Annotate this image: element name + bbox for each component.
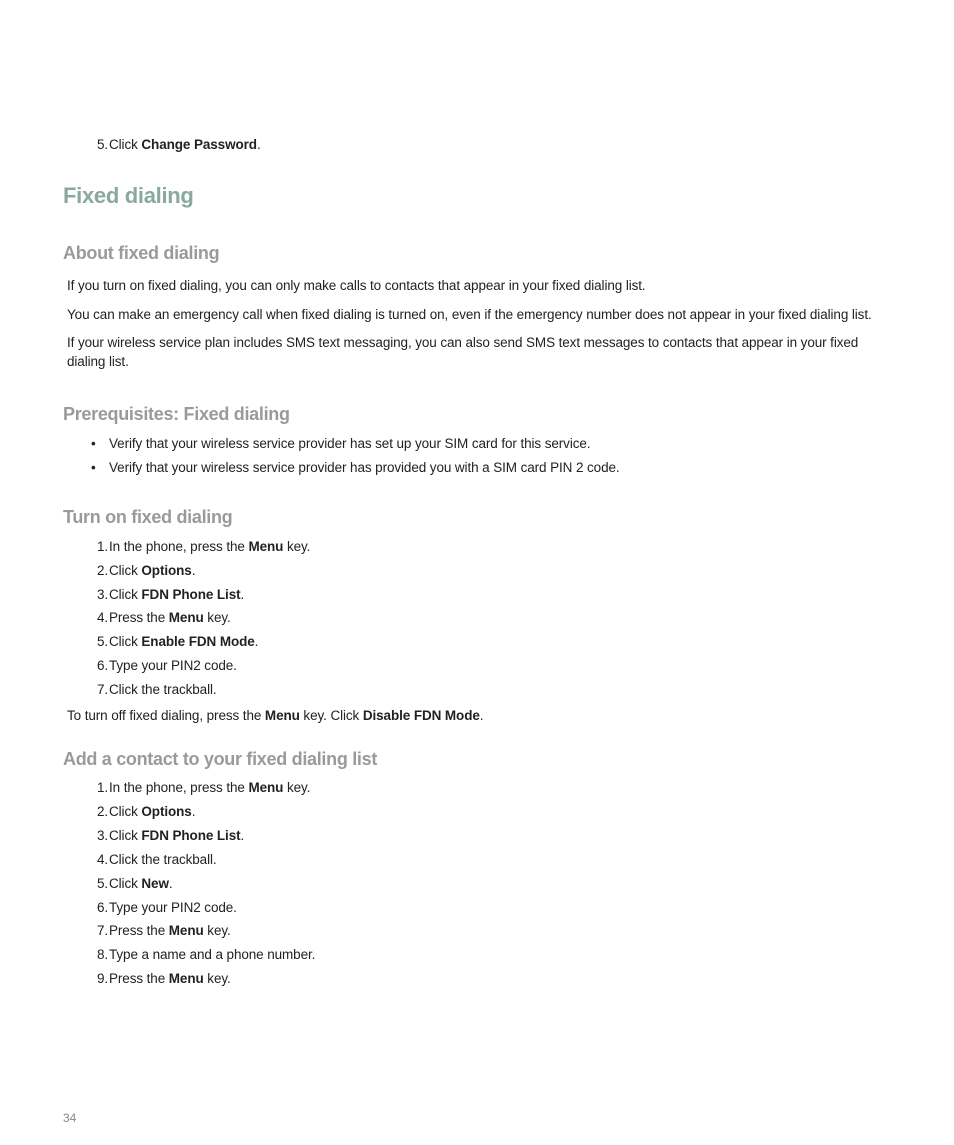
page-number: 34	[63, 1111, 77, 1125]
step-item	[86, 780, 311, 795]
step-item	[86, 562, 196, 578]
step-text: Type a name and a phone number.	[109, 947, 316, 963]
step-number: 6.	[96, 658, 108, 673]
about-heading: About fixed dialing	[63, 243, 220, 263]
about-paragraph-2: You can make an emergency call when fixed dialing is turned on, even if the emergency number does not appear in your fixed dialing list.	[67, 307, 872, 322]
step-number: 7.	[96, 681, 108, 697]
step-text: In the phone, press the Menu key.	[109, 539, 311, 554]
step-number: 8.	[96, 947, 108, 963]
step-number: 5.	[96, 875, 108, 891]
step-text: Click Options.	[109, 562, 196, 578]
step-item	[86, 875, 173, 891]
turn-off-note: To turn off fixed dialing, press the Menu key. Click Disable FDN Mode.	[67, 708, 484, 723]
step-item	[86, 658, 237, 673]
step-item	[86, 803, 196, 819]
step-number: 4.	[96, 610, 108, 626]
step-text: Click FDN Phone List.	[109, 586, 245, 602]
step-number: 1.	[96, 780, 108, 795]
step-item	[86, 947, 316, 963]
step-text: Type your PIN2 code.	[109, 658, 237, 673]
step-item	[86, 851, 217, 867]
bullet-dot-icon: •	[91, 436, 96, 451]
step-number: 9.	[96, 971, 108, 987]
step-text: Type your PIN2 code.	[109, 899, 237, 915]
step-item	[86, 827, 245, 843]
step-text: Click Options.	[109, 803, 196, 819]
about-paragraph-3: If your wireless service plan includes SMS text messaging, you can also send SMS text messages to contacts that appear in your fixed dialing list.	[67, 335, 859, 369]
step-change-password	[86, 137, 261, 152]
about-paragraph-1: If you turn on fixed dialing, you can only make calls to contacts that appear in your fixed dialing list.	[67, 278, 646, 293]
bullet-text: Verify that your wireless service provider has provided you with a SIM card PIN 2 code.	[109, 460, 620, 475]
step-number: 7.	[96, 923, 108, 939]
step-item	[86, 899, 237, 915]
step-number: 2.	[96, 562, 108, 578]
step-text: Click the trackball.	[109, 851, 217, 867]
step-item	[86, 923, 231, 939]
step-number: 5.	[96, 634, 108, 650]
step-text: Click the trackball.	[109, 681, 217, 697]
turn-on-heading: Turn on fixed dialing	[63, 507, 233, 527]
step-text: Click FDN Phone List.	[109, 827, 245, 843]
step-text: Click Enable FDN Mode.	[109, 634, 259, 650]
step-number: 3.	[96, 827, 108, 843]
bullet-dot-icon: •	[91, 460, 96, 475]
step-item	[86, 971, 231, 987]
step-number: 6.	[96, 899, 108, 915]
step-item	[86, 634, 259, 650]
step-text: Press the Menu key.	[109, 923, 231, 939]
step-item	[86, 586, 245, 602]
step-item	[86, 610, 231, 626]
step-text: In the phone, press the Menu key.	[109, 780, 311, 795]
step-item	[86, 681, 217, 697]
step-item	[86, 539, 311, 554]
step-text: Press the Menu key.	[109, 610, 231, 626]
step-number: 3.	[96, 586, 108, 602]
add-contact-heading: Add a contact to your fixed dialing list	[63, 749, 378, 769]
step-number: 2.	[96, 803, 108, 819]
prereq-heading: Prerequisites: Fixed dialing	[63, 404, 290, 424]
step-text: Press the Menu key.	[109, 971, 231, 987]
step-number: 1.	[96, 539, 108, 554]
step-number: 4.	[96, 851, 108, 867]
step-text: Click Change Password.	[109, 137, 261, 152]
section-title: Fixed dialing	[63, 183, 194, 208]
bullet-text: Verify that your wireless service provider has set up your SIM card for this service.	[109, 436, 591, 451]
step-number: 5.	[96, 137, 108, 152]
step-text: Click New.	[109, 875, 173, 891]
